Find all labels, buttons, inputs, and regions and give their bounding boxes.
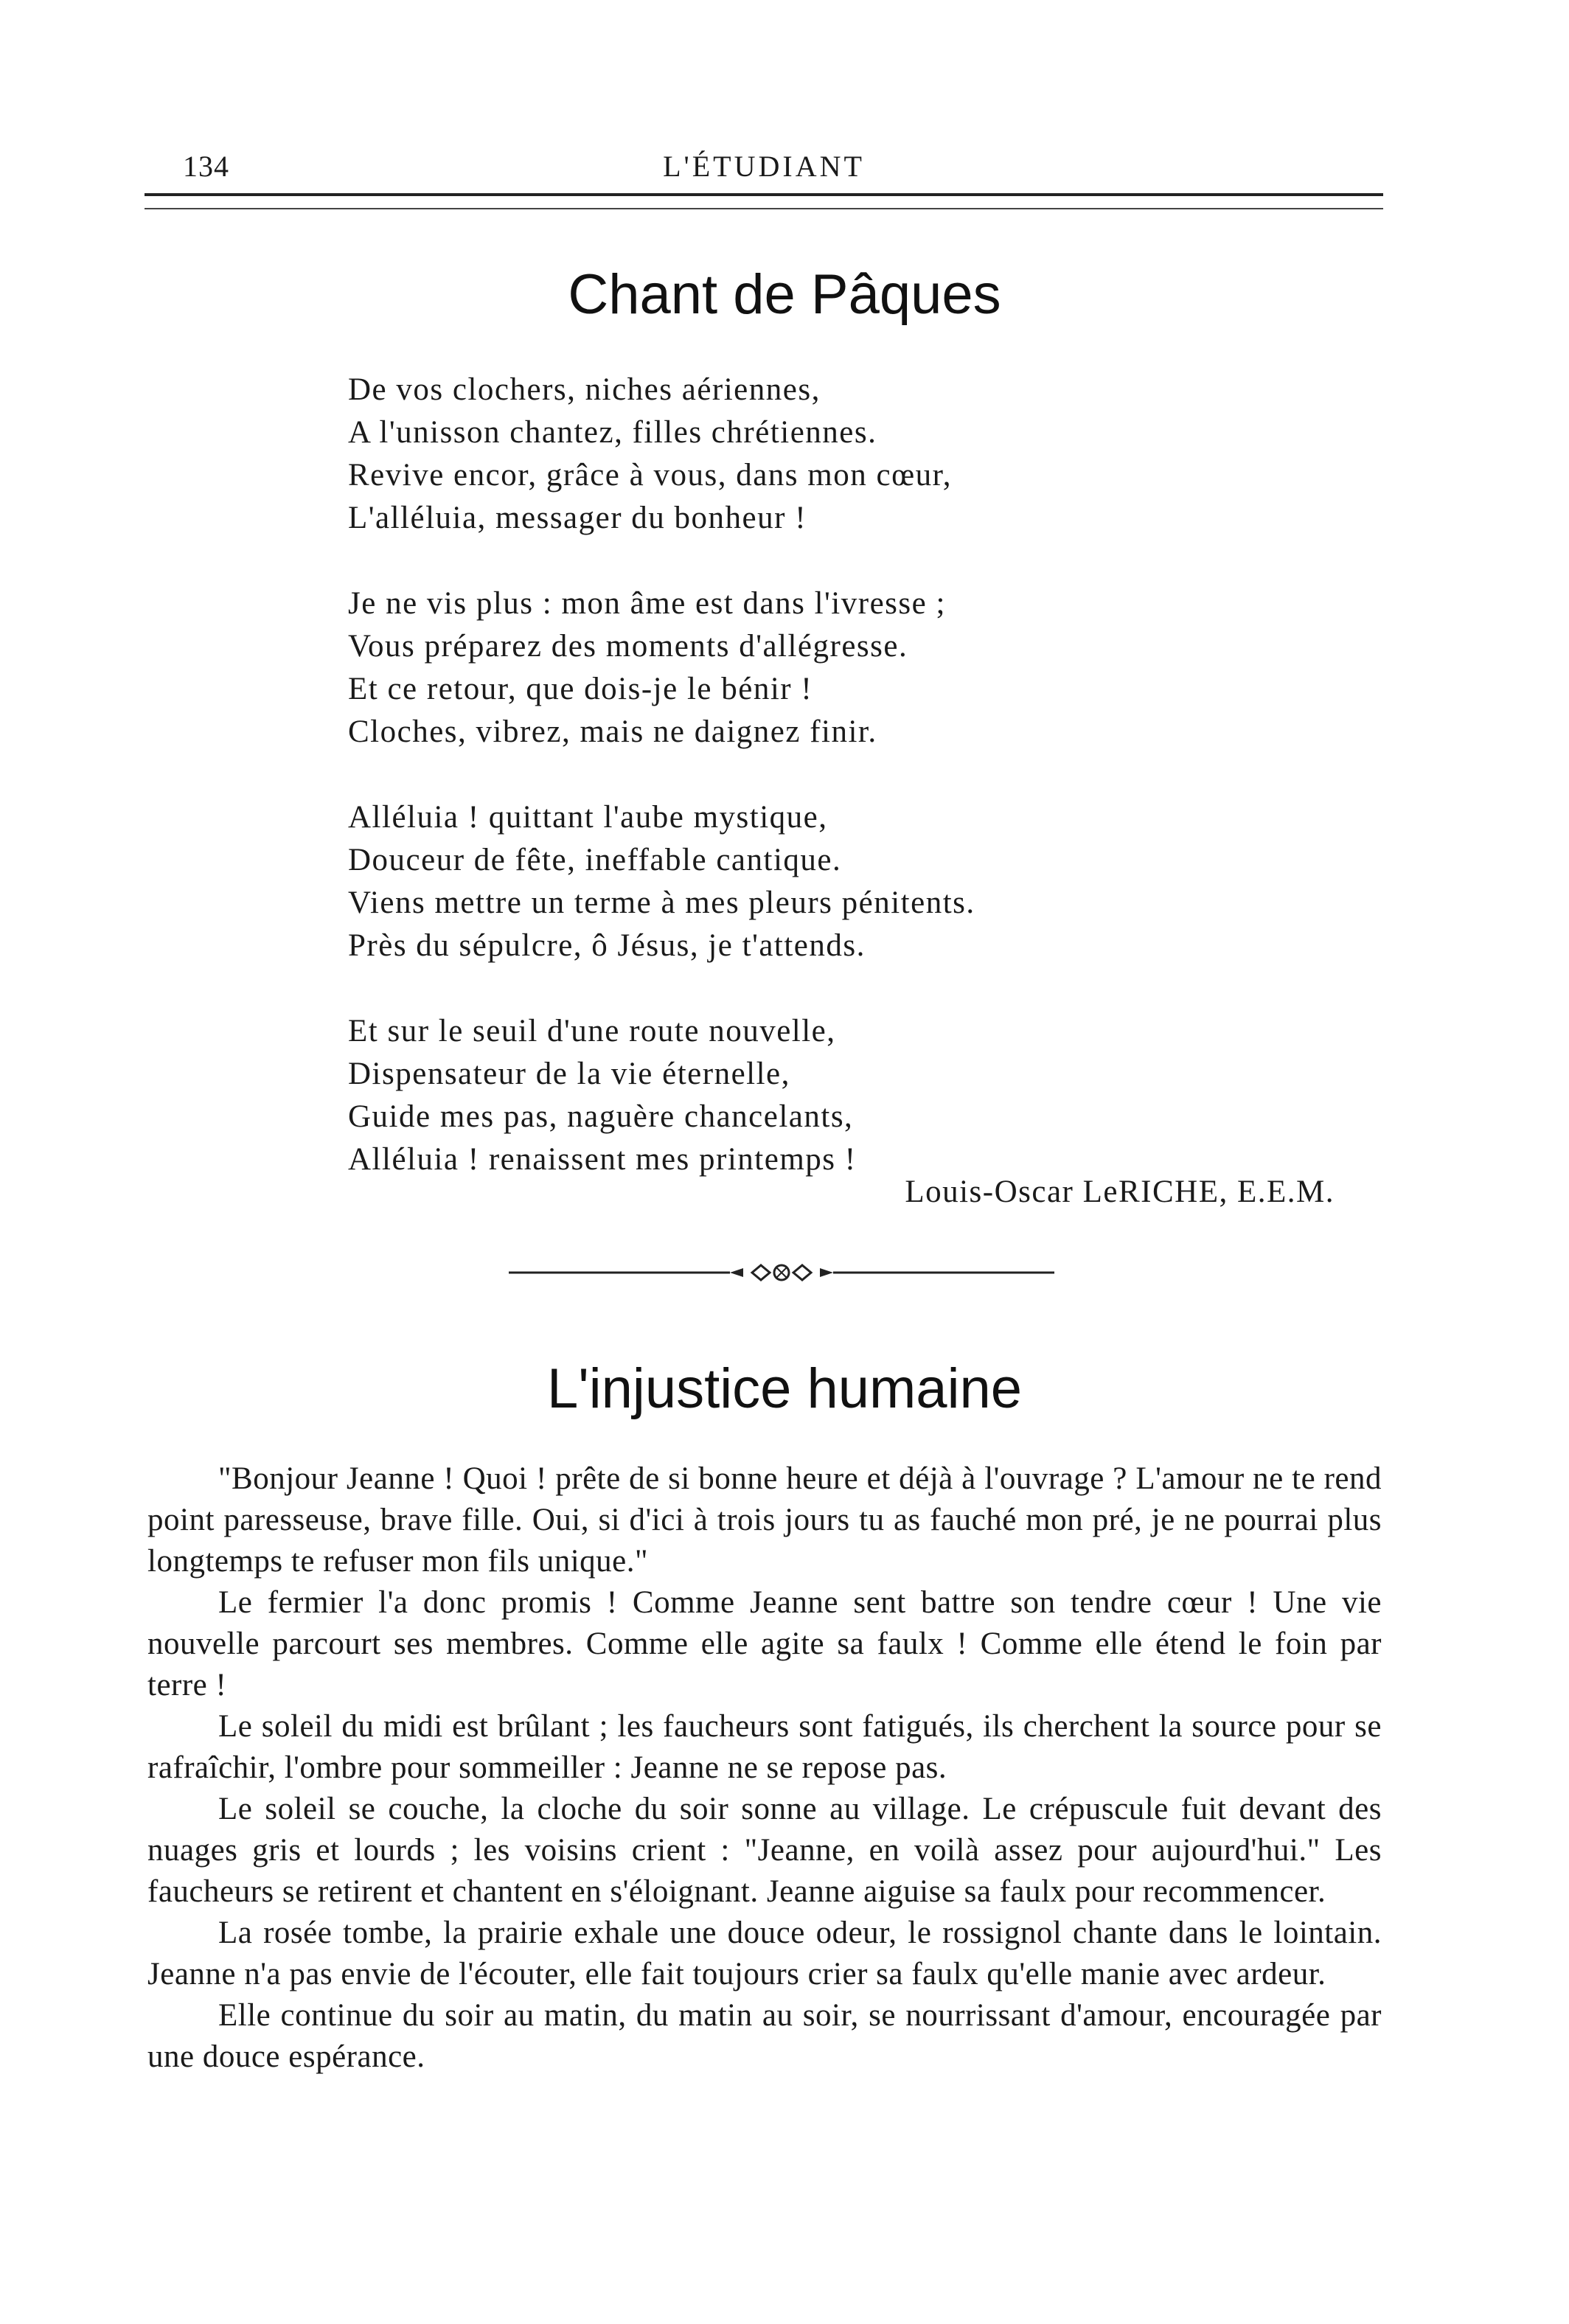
poem-line: Et sur le seuil d'une route nouvelle, (348, 1014, 836, 1048)
poem-line: Vous préparez des moments d'allégresse. (348, 629, 908, 664)
poem-line: Revive encor, grâce à vous, dans mon cœur, (348, 458, 952, 493)
poem-line: Dispensateur de la vie éternelle, (348, 1057, 790, 1091)
article-paragraph: La rosée tombe, la prairie exhale une douce odeur, le rossignol chante dans le lointain. Jeanne n'a pas envie de l'écouter, elle fait toujours crier sa faulx qu'elle manie avec ardeur. (147, 1916, 1382, 1991)
article-title: L'injustice humaine (547, 1357, 1022, 1420)
poem-line: Cloches, vibrez, mais ne daignez finir. (348, 714, 877, 749)
poem-line: Près du sépulcre, ô Jésus, je t'attends. (348, 928, 866, 963)
running-header (145, 149, 1383, 193)
running-title: L'ÉTUDIANT (663, 150, 865, 183)
article-paragraph: Le soleil se couche, la cloche du soir sonne au village. Le crépuscule fuit devant des nuages gris et lourds ; les voisins crient : "Jeanne, en voilà assez pour aujourd'hui." Les faucheurs se retirent et chantent en s'éloignant. Jeanne aiguise sa faulx pour recommencer. (147, 1792, 1382, 1909)
article-paragraph: Le soleil du midi est brûlant ; les faucheurs sont fatigués, ils cherchent la source pour se rafraîchir, l'ombre pour sommeiller : Jeanne ne se repose pas. (147, 1709, 1382, 1785)
poem-line: Et ce retour, que dois-je le bénir ! (348, 672, 813, 706)
poem-line: Douceur de fête, ineffable cantique. (348, 843, 842, 877)
poem-stanza (348, 369, 1307, 540)
article-body (147, 1458, 1382, 2078)
poem-stanza (348, 1010, 1307, 1181)
article-paragraph: Le fermier l'a donc promis ! Comme Jeanne sent battre son tendre cœur ! Une vie nouvelle parcourt ses membres. Comme elle agite sa faulx ! Comme elle étend le foin par terre ! (147, 1585, 1382, 1702)
poem-line: A l'unisson chantez, filles chrétiennes. (348, 415, 877, 450)
header-rule-thin (145, 208, 1383, 209)
section-divider-ornament-icon (509, 1258, 1054, 1287)
poem-stanza (348, 796, 1307, 967)
poem-line: Viens mettre un terme à mes pleurs pénitents. (348, 886, 975, 920)
poem-line: Je ne vis plus : mon âme est dans l'ivresse ; (348, 586, 946, 621)
poem-line: Guide mes pas, naguère chancelants, (348, 1099, 854, 1134)
poem-line: De vos clochers, niches aériennes, (348, 372, 821, 407)
poem-line: L'alléluia, messager du bonheur ! (348, 501, 807, 535)
poem-line: Alléluia ! quittant l'aube mystique, (348, 800, 828, 835)
poem-stanza (348, 582, 1307, 754)
poem (348, 369, 1307, 1224)
poem-title: Chant de Pâques (568, 263, 1001, 326)
poem-line: Alléluia ! renaissent mes printemps ! (348, 1142, 857, 1177)
header-rule-thick (145, 193, 1383, 196)
page-number: 134 (183, 150, 229, 183)
poem-author: Louis-Oscar LeRICHE, E.E.M. (905, 1175, 1335, 1209)
article-paragraph: Elle continue du soir au matin, du matin au soir, se nourrissant d'amour, encouragée par une douce espérance. (147, 1998, 1382, 2074)
article-paragraph: "Bonjour Jeanne ! Quoi ! prête de si bonne heure et déjà à l'ouvrage ? L'amour ne te rend point paresseuse, brave fille. Oui, si d'ici à trois jours tu as fauché mon pré, je ne pourrai plus longtemps te refuser mon fils unique." (147, 1461, 1382, 1579)
